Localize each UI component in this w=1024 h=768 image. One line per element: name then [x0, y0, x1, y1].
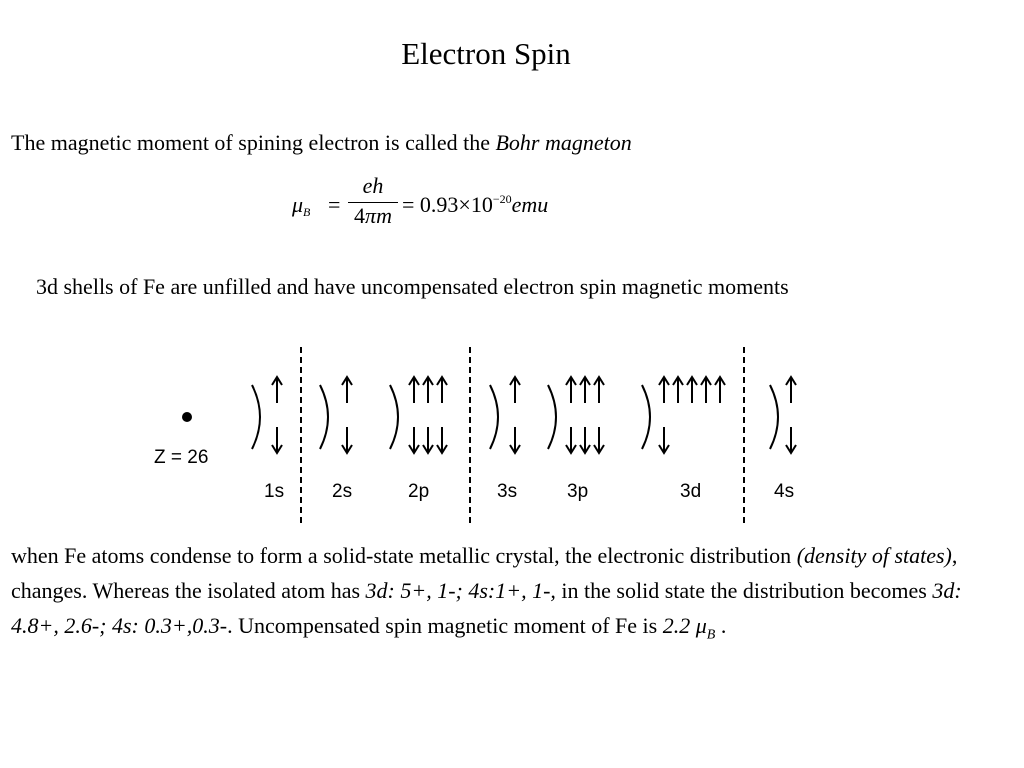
spin-up-arrow-1s — [272, 377, 282, 403]
shells-statement: 3d shells of Fe are unfilled and have uncompensated electron spin magnetic moments — [36, 274, 789, 299]
intro-text — [11, 130, 632, 156]
shell-label-1s: 1s — [264, 481, 285, 502]
denominator-prefix: 4 — [354, 203, 366, 228]
para-part-1: when Fe atoms condense to form a solid-state metallic crystal, the electronic distribution — [11, 543, 797, 568]
spin-up-arrow-4s — [786, 377, 796, 403]
spin-down-arrow-3p — [594, 427, 604, 453]
spin-down-arrow-2p — [409, 427, 419, 453]
para-part-6: 3d: 4.8+, 2.6-; 4s: 0.3+,0.3- — [11, 578, 962, 638]
spin-down-arrow-2p — [437, 427, 447, 453]
z-label: Z = 26 — [154, 447, 209, 468]
para-part-7: . Uncompensated spin magnetic moment of Fe is — [227, 613, 663, 638]
para-part-11: . — [715, 613, 727, 638]
spin-up-arrow-3p — [566, 377, 576, 403]
spin-up-arrow-3d — [701, 377, 711, 403]
spin-up-arrow-3p — [594, 377, 604, 403]
formula-unit: emu — [511, 192, 549, 217]
formula-value: = 0.93×10 — [402, 192, 493, 217]
shell-bracket-4s — [770, 385, 778, 449]
denominator-m: m — [376, 203, 392, 228]
para-part-2: (density of states) — [796, 543, 952, 568]
shell-bracket-3p — [548, 385, 556, 449]
shell-label-3s: 3s — [497, 481, 518, 502]
shell-label-3p: 3p — [567, 481, 589, 502]
formula-lhs — [292, 192, 310, 220]
spin-up-arrow-3d — [673, 377, 683, 403]
spin-up-arrow-3p — [580, 377, 590, 403]
shell-bracket-2s — [320, 385, 328, 449]
spin-up-arrow-3d — [715, 377, 725, 403]
spin-down-arrow-1s — [272, 427, 282, 453]
spin-up-arrow-2p — [437, 377, 447, 403]
slide-title: Electron Spin — [401, 36, 571, 71]
formula-equals: = — [328, 192, 341, 217]
configuration-svg — [140, 345, 820, 530]
formula-rhs — [402, 192, 548, 218]
shell-bracket-2p — [390, 385, 398, 449]
para-mu-symbol: μ — [695, 613, 707, 638]
para-part-3: , changes. Whereas the isolated atom has — [11, 543, 958, 603]
formula-denominator — [348, 203, 398, 229]
spin-down-arrow-2p — [423, 427, 433, 453]
spin-up-arrow-2p — [409, 377, 419, 403]
shell-bracket-3d — [642, 385, 650, 449]
formula-fraction — [348, 172, 398, 229]
shell-label-2p: 2p — [408, 481, 430, 502]
denominator-pi: π — [365, 203, 377, 228]
formula-numerator: eh — [362, 173, 384, 198]
para-part-5: in the solid state the distribution becomes — [555, 578, 933, 603]
formula-mu: μ — [292, 192, 304, 217]
formula-exponent: −20 — [492, 192, 512, 206]
bohr-magneton-formula — [292, 172, 612, 238]
spin-up-arrow-3d — [659, 377, 669, 403]
spin-down-arrow-3d — [659, 427, 669, 453]
spin-down-arrow-3p — [566, 427, 576, 453]
formula-subscript: B — [303, 205, 311, 219]
shell-bracket-1s — [252, 385, 260, 449]
spin-down-arrow-3s — [510, 427, 520, 453]
spin-down-arrow-4s — [786, 427, 796, 453]
spin-up-arrow-2p — [423, 377, 433, 403]
shell-label-4s: 4s — [774, 481, 795, 502]
para-part-8: 2.2 — [662, 613, 696, 638]
nucleus-dot — [182, 412, 192, 422]
spin-up-arrow-3d — [687, 377, 697, 403]
shell-label-3d: 3d — [680, 481, 702, 502]
bohr-magneton-term: Bohr magneton — [495, 130, 632, 155]
spin-down-arrow-2s — [342, 427, 352, 453]
electron-configuration-diagram — [140, 345, 820, 530]
spin-down-arrow-3p — [580, 427, 590, 453]
spin-up-arrow-3s — [510, 377, 520, 403]
para-mu-subscript: B — [706, 627, 716, 643]
intro-sentence: The magnetic moment of spining electron is called the — [11, 130, 496, 155]
solid-state-paragraph — [11, 538, 1011, 652]
shell-label-2s: 2s — [332, 481, 353, 502]
spin-up-arrow-2s — [342, 377, 352, 403]
para-part-4: 3d: 5+, 1-; 4s:1+, 1-, — [365, 578, 556, 603]
shell-bracket-3s — [490, 385, 498, 449]
